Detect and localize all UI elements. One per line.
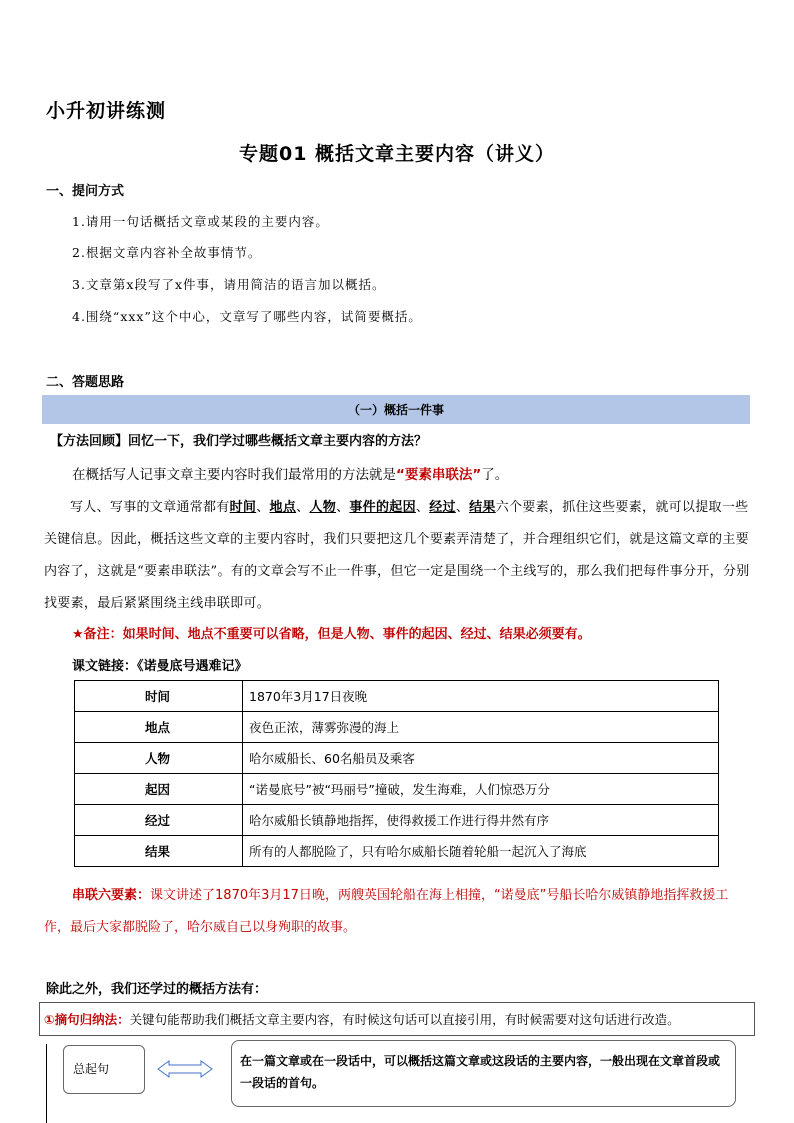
text-link xyxy=(72,655,248,674)
question-item-1: 1.请用一句话概括文章或某段的主要内容。 xyxy=(72,214,329,229)
question-item-4: 4.围绕“xxx”这个中心，文章写了哪些内容，试简要概括。 xyxy=(72,309,422,324)
table-row xyxy=(75,836,719,867)
connector-line xyxy=(46,1044,47,1123)
table-key: 经过 xyxy=(75,805,243,836)
series-title: 小升初讲练测 xyxy=(46,100,167,122)
summary-before: 课文讲述了 xyxy=(150,888,216,903)
table-row xyxy=(75,743,719,774)
note-line: ★备注：如果时间、地点不重要可以省略，但是人物、事件的起因、经过、结果必须要有。 xyxy=(72,627,591,642)
element-cause: 事件的起因 xyxy=(349,500,416,515)
definition-box: 在一篇文章或在一段话中，可以概括这篇文章或这段话的主要内容，一般出现在文章首段或一段话的首句。 xyxy=(231,1040,736,1107)
question-item-3: 3.文章第x段写了x件事，请用简洁的语言加以概括。 xyxy=(72,277,386,292)
other-methods-heading: 除此之外，我们还学过的概括方法有： xyxy=(46,982,268,997)
intro-line xyxy=(72,463,508,483)
table-key: 时间 xyxy=(75,681,243,712)
method1-text: 关键句能帮助我们概括文章主要内容，有时候这句话可以直接引用，有时候需要对这句话进行改造。 xyxy=(129,1012,680,1027)
table-value: 哈尔威船长镇静地指挥，使得救援工作进行得井然有序 xyxy=(243,805,719,836)
topic-sentence-box: 总起句 xyxy=(63,1045,145,1094)
table-key: 起因 xyxy=(75,774,243,805)
method1-line xyxy=(44,1010,680,1028)
table-row xyxy=(75,681,719,712)
table-row xyxy=(75,774,719,805)
para-after: 六个要素，抓住这些要素，就可以提取一些关键信息。因此，概括这些文章的主要内容时，我们只要把这几个要素弄清楚了，并合理组织它们，就是这篇文章的主要内容了，这就是“要素串联法”。有的文章会写不止一件事，但它一定是围绕一个主线写的，那么我们把每件事分开，分别找要素，最后紧紧围绕主线串联即可。 xyxy=(44,500,750,611)
element-person: 人物 xyxy=(309,500,337,515)
table-value: “诺曼底号”被“玛丽号”撞破，发生海难，人们惊恐万分 xyxy=(243,774,719,805)
double-arrow-icon xyxy=(157,1060,213,1082)
elements-table xyxy=(74,680,719,867)
table-value: 所有的人都脱险了，只有哈尔威船长随着轮船一起沉入了海底 xyxy=(243,836,719,867)
table-key: 地点 xyxy=(75,712,243,743)
text-link-title: 《诺曼底号遇难记》 xyxy=(137,659,248,674)
summary-date: 1870年3月17日 xyxy=(215,888,312,903)
table-row xyxy=(75,805,719,836)
table-value: 夜色正浓，薄雾弥漫的海上 xyxy=(243,712,719,743)
table-key: 结果 xyxy=(75,836,243,867)
method-paragraph: 写人、写事的文章通常都有时间、地点、人物、事件的起因、经过、结果六个要素，抓住这些要素，就可以提取一些关键信息。因此，概括这些文章的主要内容时，我们只要把这几个要素弄清楚了，并合理组织它们，就是这篇文章的主要内容了，这就是“要素串联法”。有的文章会写不止一件事，但它一定是围绕一个主线写的，那么我们把每件事分开，分别找要素，最后紧紧围绕主线串联即可。 xyxy=(44,500,750,611)
element-place: 地点 xyxy=(269,500,297,515)
section1-heading: 一、提问方式 xyxy=(46,184,125,199)
table-value: 1870年3月17日夜晚 xyxy=(243,681,719,712)
method-review: 【方法回顾】回忆一下，我们学过哪些概括文章主要内容的方法？ xyxy=(50,434,428,449)
intro-before: 在概括写人记事文章主要内容时我们最常用的方法就是 xyxy=(72,467,396,483)
summary-label: 串联六要素： xyxy=(72,888,151,903)
subsection-title: （一）概括一件事 xyxy=(347,403,444,417)
table-row xyxy=(75,712,719,743)
summary-after: 晚，两艘英国轮船在海上相撞，“诺曼底”号船长哈尔威镇静地指挥救援工作，最后大家都脱险了，哈尔威自己以身殉职的故事。 xyxy=(44,888,729,935)
element-time: 时间 xyxy=(229,500,257,515)
question-item-2: 2.根据文章内容补全故事情节。 xyxy=(72,245,262,260)
table-key: 人物 xyxy=(75,743,243,774)
text-link-label: 课文链接： xyxy=(72,659,138,674)
intro-highlight: “要素串联法” xyxy=(396,467,482,483)
element-result: 结果 xyxy=(469,500,496,515)
summary-paragraph xyxy=(44,880,752,944)
section2-heading: 二、答题思路 xyxy=(46,375,125,390)
para-before: 写人、写事的文章通常都有 xyxy=(70,500,230,515)
table-value: 哈尔威船长、60名船员及乘客 xyxy=(243,743,719,774)
method1-label: ①摘句归纳法： xyxy=(44,1012,130,1027)
subsection-band xyxy=(42,395,750,424)
element-process: 经过 xyxy=(429,500,456,515)
intro-after: 了。 xyxy=(481,467,509,483)
page-title: 专题01 概括文章主要内容（讲义） xyxy=(238,143,556,165)
